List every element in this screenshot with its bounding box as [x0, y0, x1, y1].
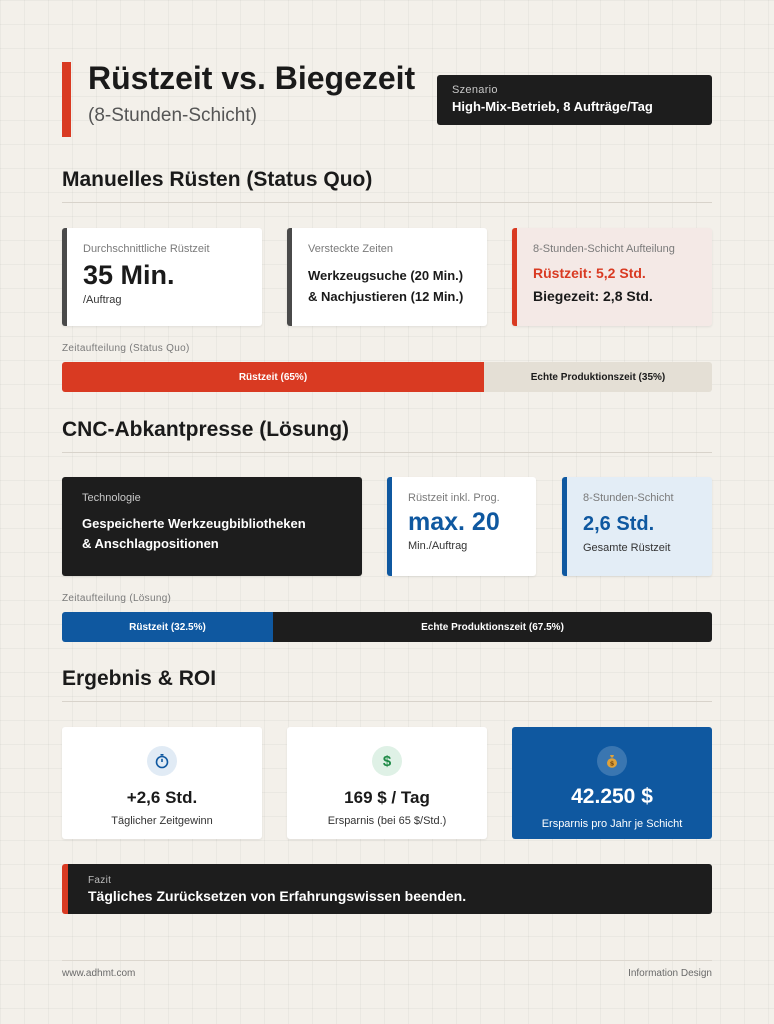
card-line-1: Gespeicherte Werkzeugbibliotheken [82, 516, 306, 531]
card-value: 35 Min. [83, 260, 175, 290]
stopwatch-icon [147, 746, 177, 776]
card-text [82, 514, 362, 554]
section-divider [62, 452, 712, 453]
time-split-bar-cnc [62, 612, 712, 642]
card-line-2: & Anschlagpositionen [82, 536, 219, 551]
title-accent-bar [62, 62, 71, 137]
footer-tagline: Information Design [628, 968, 712, 979]
cnc-setup-time-card [387, 477, 536, 576]
section-divider [62, 202, 712, 203]
roi-yearly-savings-card [512, 727, 712, 839]
roi-label: Ersparnis pro Jahr je Schicht [541, 818, 683, 830]
card-value: 2,6 Std. [583, 513, 655, 535]
page-title: Rüstzeit vs. Biegezeit [88, 60, 416, 96]
card-line-2: & Nachjustieren (12 Min.) [308, 289, 464, 304]
money-bag-icon [597, 746, 627, 776]
roi-daily-savings-card [287, 727, 487, 839]
bar-segment-production: Echte Produktionszeit (67.5%) [273, 612, 712, 642]
card-label: Technologie [82, 492, 141, 504]
conclusion-label: Fazit [88, 875, 112, 886]
footer-divider [62, 960, 712, 961]
conclusion-box [62, 864, 712, 914]
card-label: Rüstzeit inkl. Prog. [408, 492, 500, 504]
section-heading-cnc: CNC-Abkantpresse (Lösung) [62, 418, 350, 441]
card-label: 8-Stunden-Schicht [583, 492, 674, 504]
card-setup-line: Rüstzeit: 5,2 Std. [533, 265, 646, 281]
time-split-bar-manual [62, 362, 712, 392]
roi-label: Ersparnis (bei 65 $/Std.) [327, 815, 447, 827]
roi-time-gain-card [62, 727, 262, 839]
manual-hidden-times-card [287, 228, 487, 326]
manual-shift-breakdown-card [512, 228, 712, 326]
card-label: Durchschnittliche Rüstzeit [83, 243, 210, 255]
conclusion-text: Tägliches Zurücksetzen von Erfahrungswissen beenden. [88, 888, 467, 904]
card-bend-line: Biegezeit: 2,8 Std. [533, 288, 653, 304]
roi-label: Täglicher Zeitgewinn [111, 815, 213, 827]
footer-website: www.adhmt.com [62, 968, 136, 979]
bar-caption-cnc: Zeitaufteilung (Lösung) [62, 593, 172, 604]
dollar-icon: $ [372, 746, 402, 776]
page-subtitle: (8-Stunden-Schicht) [88, 105, 257, 126]
roi-value: +2,6 Std. [126, 788, 198, 807]
scenario-box [437, 75, 712, 125]
card-value: max. 20 [408, 508, 500, 536]
card-label: Versteckte Zeiten [308, 243, 393, 255]
scenario-value: High-Mix-Betrieb, 8 Aufträge/Tag [452, 99, 653, 114]
section-heading-roi: Ergebnis & ROI [62, 667, 217, 690]
card-unit: /Auftrag [83, 294, 122, 306]
cnc-shift-card [562, 477, 712, 576]
bar-segment-production: Echte Produktionszeit (35%) [484, 362, 712, 392]
card-unit: Gesamte Rüstzeit [583, 542, 671, 554]
bar-caption-manual: Zeitaufteilung (Status Quo) [62, 343, 190, 354]
section-heading-manual: Manuelles Rüsten (Status Quo) [62, 168, 373, 191]
card-line-1: Werkzeugsuche (20 Min.) [308, 268, 464, 283]
cnc-technology-card [62, 477, 362, 576]
bar-segment-setup: Rüstzeit (65%) [62, 362, 484, 392]
scenario-label: Szenario [452, 84, 498, 96]
card-label: 8-Stunden-Schicht Aufteilung [533, 243, 675, 255]
section-divider [62, 701, 712, 702]
roi-value: 169 $ / Tag [344, 788, 430, 807]
svg-text:$: $ [609, 759, 615, 768]
bar-segment-setup: Rüstzeit (32.5%) [62, 612, 273, 642]
manual-avg-setup-card [62, 228, 262, 326]
card-unit: Min./Auftrag [408, 540, 468, 552]
card-text [308, 265, 487, 307]
roi-value: 42.250 $ [571, 785, 653, 808]
